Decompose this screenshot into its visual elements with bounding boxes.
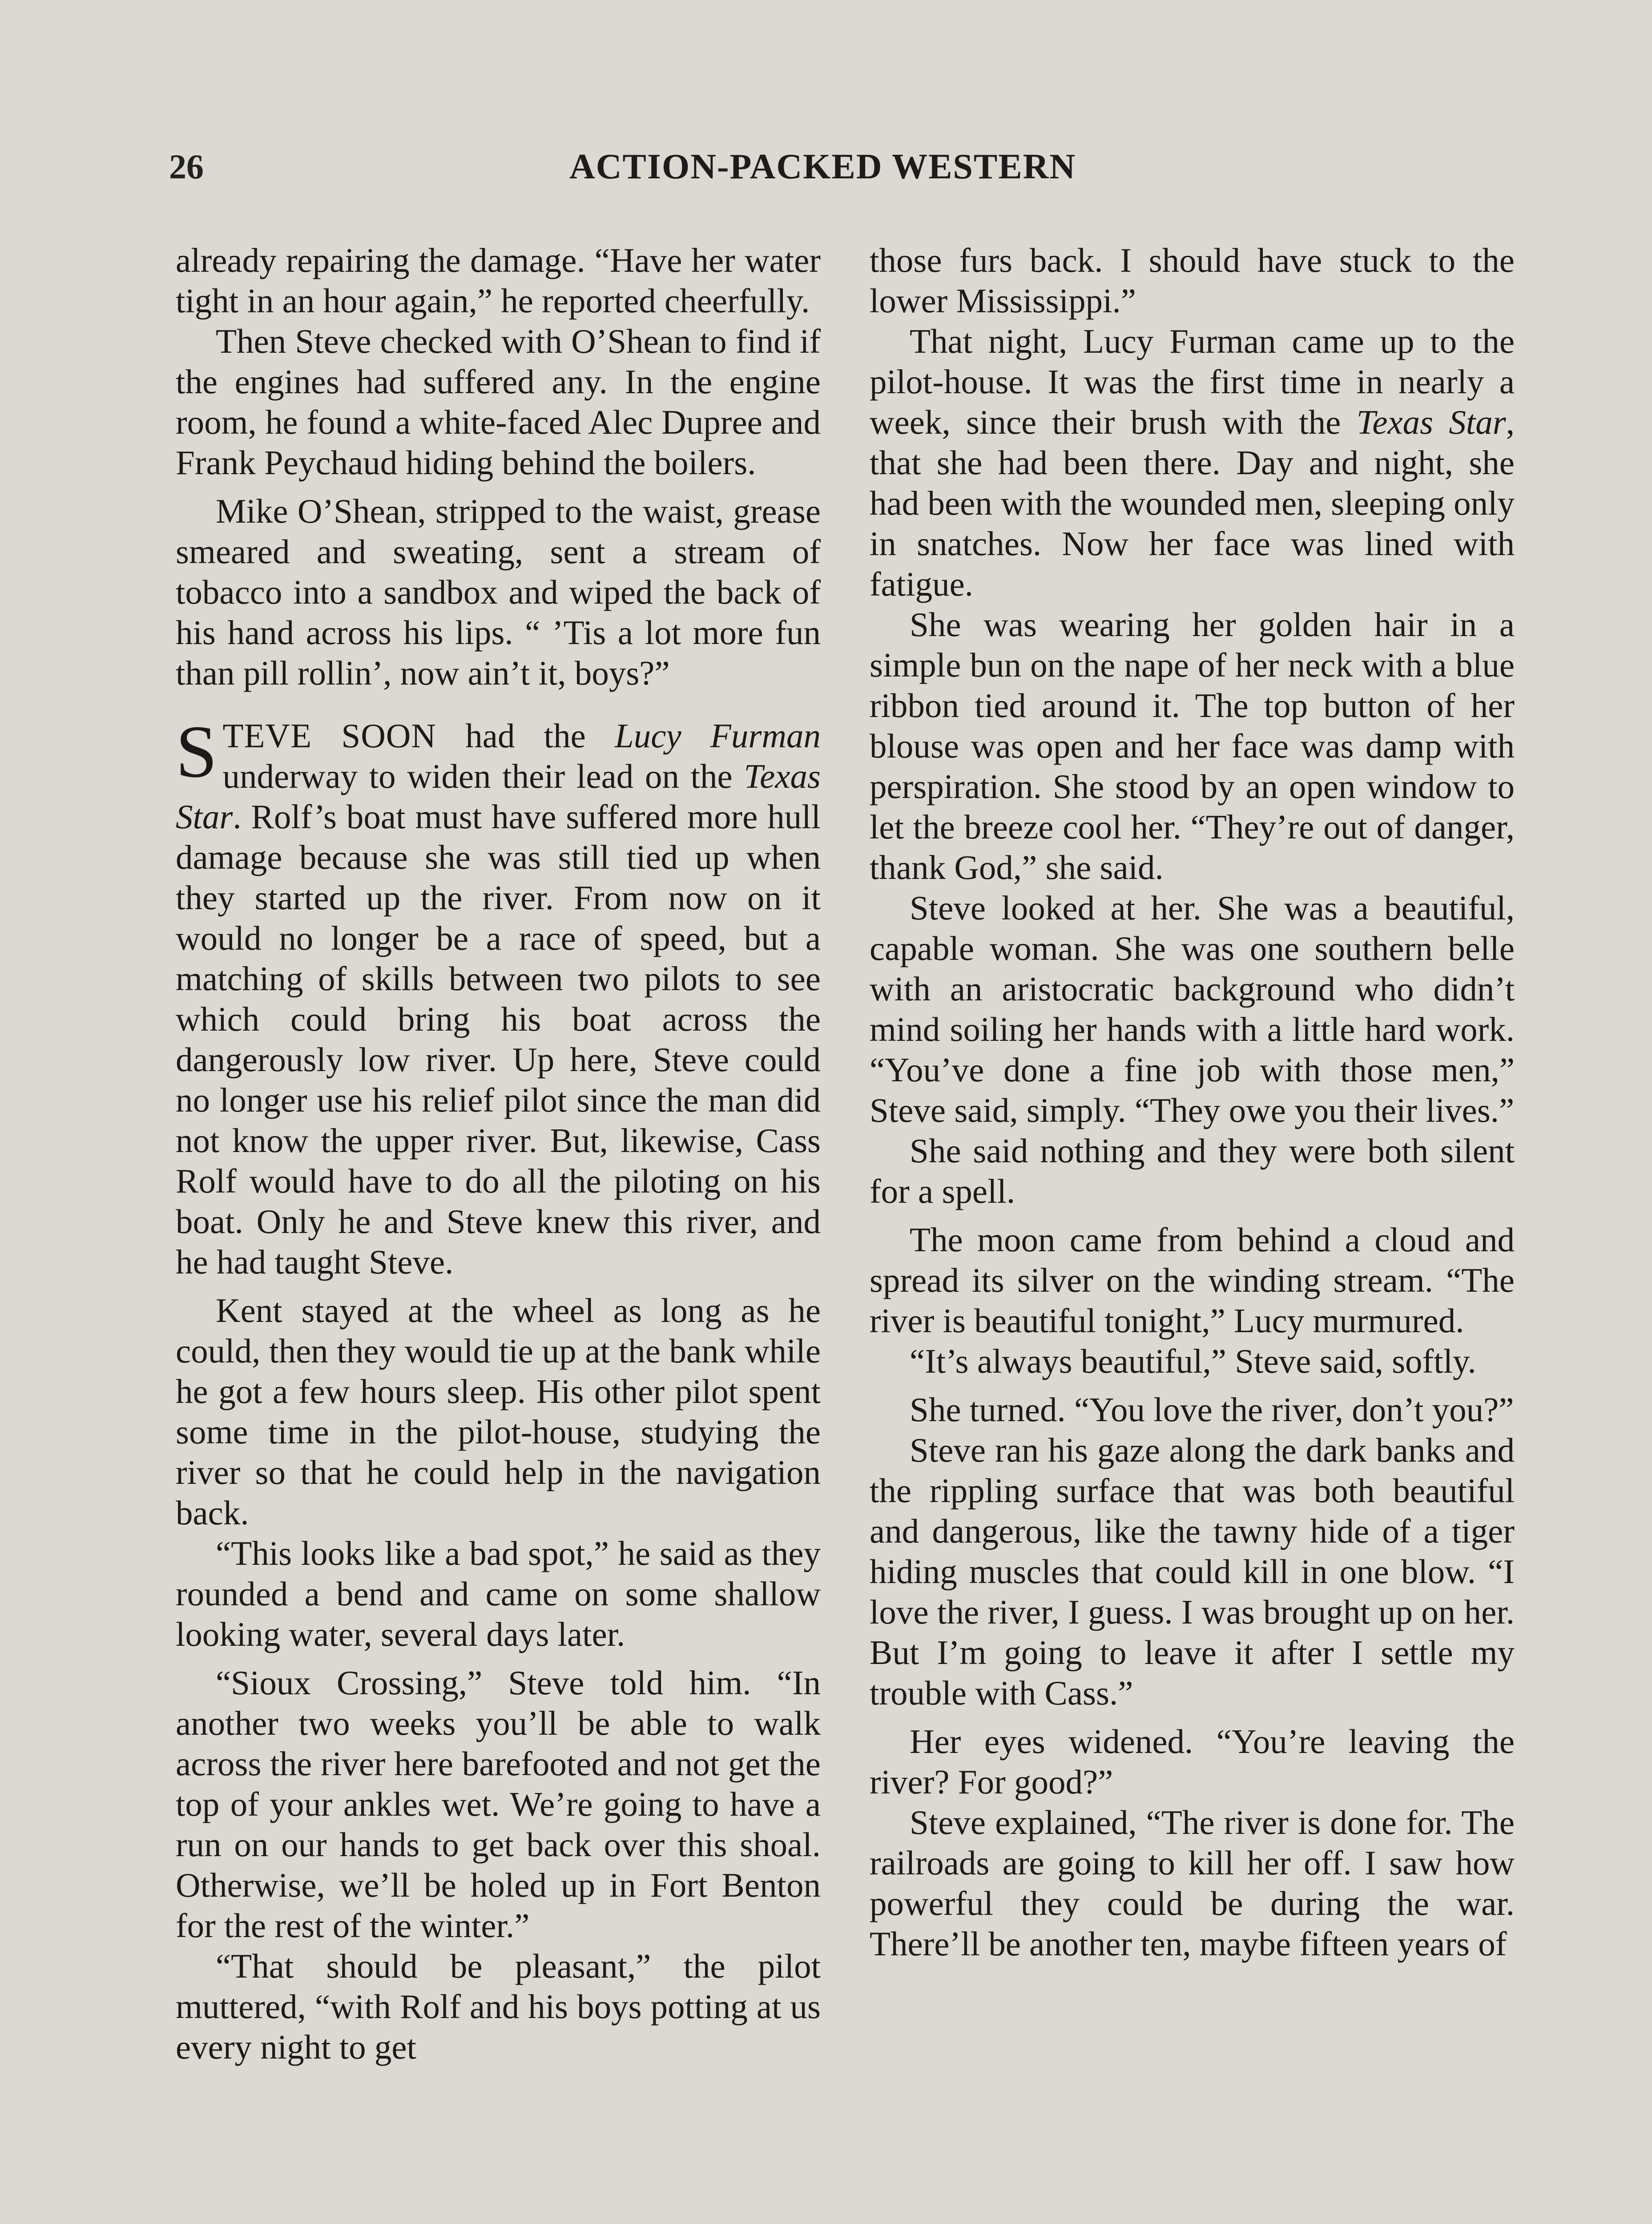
paragraph: Mike O’Shean, stripped to the waist, grease smeared and sweating, sent a stream of tobacco into a sandbox and wiped the back of his hand across his lips. “ ’Tis a lot more fun than pill rollin’, now ain’t it, boys?” bbox=[176, 492, 821, 692]
small-caps-lead: TEVE SOON bbox=[222, 717, 437, 755]
magazine-title: ACTION-PACKED WESTERN bbox=[569, 147, 1076, 186]
left-text-column bbox=[176, 240, 821, 2067]
paragraph: Steve explained, “The river is done for. The railroads are going to kill her off. I saw how powerful they could be during the war. There’ll be another ten, maybe fifteen years of bbox=[870, 1803, 1515, 1963]
boat-name: Texas Star bbox=[176, 757, 821, 836]
paragraph: those furs back. I should have stuck to the lower Mississippi.” bbox=[870, 241, 1515, 320]
paragraph: Her eyes widened. “You’re leaving the river? For good?” bbox=[870, 1722, 1515, 1801]
paragraph bbox=[870, 321, 1515, 604]
paragraph: The moon came from behind a cloud and spread its silver on the winding stream. “The river is beautiful tonight,” Lucy murmured. bbox=[870, 1221, 1515, 1340]
drop-cap: S bbox=[176, 710, 218, 793]
paragraph: Steve ran his gaze along the dark banks and the rippling surface that was both beautiful and dangerous, like the tawny hide of a tiger hiding muscles that could kill in one blow. “I love the river, I guess. I was brought up on her. But I’m going to leave it after I settle my trouble with Cass.” bbox=[870, 1431, 1515, 1712]
section-opening-paragraph bbox=[176, 710, 821, 1282]
paragraph: Steve looked at her. She was a beautiful, capable woman. She was one southern belle with an aristocratic background who didn’t mind soiling her hands with a little hard work. “You’ve done a fine job with those men,” Steve said, simply. “They owe you their lives.” bbox=[870, 889, 1515, 1129]
paragraph: She was wearing her golden hair in a simple bun on the nape of her neck with a blue ribbon tied around it. The top button of her blouse was open and her face was damp with perspiration. She stood by an open window to let the breeze cool her. “They’re out of danger, thank God,” she said. bbox=[870, 605, 1515, 886]
paragraph: “It’s always beautiful,” Steve said, softly. bbox=[910, 1342, 1476, 1380]
text-run: underway to widen their lead on the bbox=[222, 757, 744, 795]
paragraph: Then Steve checked with O’Shean to find if the engines had suffered any. In the engine room, he found a white-faced Alec Dupree and Frank Peychaud hiding behind the boilers. bbox=[176, 322, 821, 482]
paragraph: already repairing the damage. “Have her water tight in an hour again,” he reported cheerfully. bbox=[176, 241, 821, 320]
text-run: That night, Lucy Furman came up to the pilot-house. It was the first time in nearly a week, since their brush with the bbox=[870, 322, 1515, 441]
page-number: 26 bbox=[169, 147, 204, 186]
right-text-column bbox=[870, 240, 1515, 1964]
paragraph: “That should be pleasant,” the pilot muttered, “with Rolf and his boys potting at us every night to get bbox=[176, 1947, 821, 2066]
paragraph: “Sioux Crossing,” Steve told him. “In another two weeks you’ll be able to walk across the river here barefooted and not get the top of your ankles wet. We’re going to have a run on our hands to get back over this shoal. Otherwise, we’ll be holed up in Fort Benton for the rest of the winter.” bbox=[176, 1664, 821, 1945]
text-run: , that she had been there. Day and night, she had been with the wounded men, sleeping only in snatches. Now her face was lined with fatigue. bbox=[870, 403, 1515, 603]
text-run: . Rolf’s boat must have suffered more hull damage because she was still tied up when they started up the river. From now on it would no longer be a race of speed, but a matching of skills between two pilots to see which could bring his boat across the dangerously low river. Up here, Steve could no longer use his relief pilot since the man did not know the upper river. But, likewise, Cass Rolf would have to do all the piloting on his boat. Only he and Steve knew this river, and he had taught Steve. bbox=[176, 798, 821, 1281]
page-header bbox=[169, 147, 1526, 205]
paragraph: “This looks like a bad spot,” he said as they rounded a bend and came on some shallow looking water, several days later. bbox=[176, 1534, 821, 1653]
boat-name: Lucy Furman bbox=[614, 717, 821, 755]
boat-name: Texas Star bbox=[1356, 403, 1506, 441]
paragraph: Kent stayed at the wheel as long as he could, then they would tie up at the bank while he got a few hours sleep. His other pilot spent some time in the pilot-house, studying the river so that he could help in the navigation back. bbox=[176, 1291, 821, 1532]
text-run: had the bbox=[436, 717, 615, 755]
paragraph: She turned. “You love the river, don’t you?” bbox=[910, 1390, 1514, 1429]
paragraph: She said nothing and they were both silent for a spell. bbox=[870, 1132, 1515, 1210]
